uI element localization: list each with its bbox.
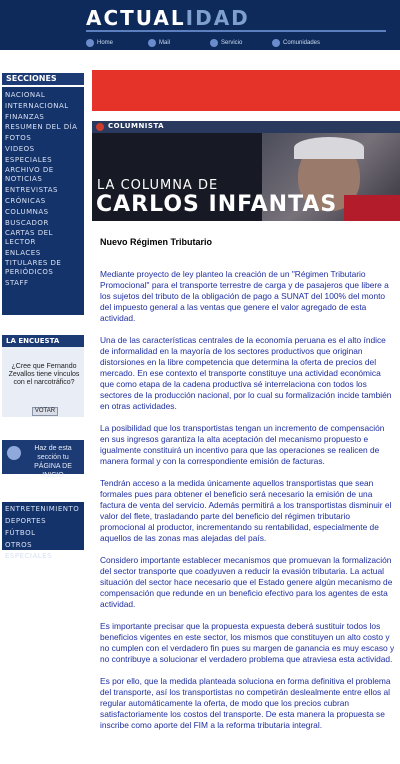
sections-menu [2, 87, 84, 315]
article-paragraph: La posibilidad que los transportistas tengan un incremento de compensación en sus ingresos garantiza la alta aceptación del mecanismo propuesto e igualmente constituirá un incentivo para que las operaciones se realicen de manera formal y con la correspondiente emisión de facturas. [100, 423, 385, 466]
columnist-banner [92, 121, 400, 221]
sidebar-item-otros-especiales[interactable]: OTROS ESPECIALES [5, 541, 53, 560]
article-paragraph: Tendrán acceso a la medida únicamente aquellos transportistas que sean formales pues para obtener el beneficio será necesario la emisión de una factura de venta del servicio. Además permitirá a los transportistas disminuir el valor del flete, trasladando parte del beneficio del régimen tributario promocional al productor, incrementando su rentabilidad, especialmente de aquellos de las zonas mas alejadas del país. [100, 478, 392, 543]
nav-service[interactable]: Servicio [210, 37, 272, 49]
article-paragraph: Es importante precisar que la propuesta expuesta deberá sustituir todos los beneficios vigentes en este sector, los mismos que constituyen un alto costo y no cumplen con el verdadero fin pues su margen de ganancia es muy escaso y no contribuye a solucionar el verdadero problema que atraviesa esta actividad. [100, 621, 395, 664]
site-header [0, 0, 400, 50]
columnist-bar [92, 121, 400, 133]
sidebar-item-nacional[interactable]: NACIONAL [5, 91, 46, 99]
home-icon [86, 39, 94, 47]
sidebar [0, 50, 86, 764]
service-icon [210, 39, 218, 47]
article-paragraph: Mediante proyecto de ley planteo la creación de un "Régimen Tributario Promocional" para el transporte terrestre de carga y de pasajeros que libere a los sujetos del tributo de la obligación de pago a SUNAT del 100% del monto del impuesto general a las ventas que genere el valor agregado de esta actividad. [100, 269, 389, 323]
sidebar-item-entrevistas[interactable]: ENTREVISTAS [5, 186, 58, 194]
ad-banner[interactable] [92, 70, 400, 111]
poll-question: ¿Cree que Fernando Zevallos tiene vínculos con el narcotráfico? [8, 363, 80, 386]
sidebar-item-entretenimiento[interactable]: ENTRETENIMIENTO [5, 505, 80, 513]
columnist-hair [294, 137, 364, 159]
sidebar-item-cartas[interactable]: CARTAS DEL LECTOR [5, 229, 53, 246]
sidebar-item-archivo[interactable]: ARCHIVO DE NOTICIAS [5, 166, 54, 183]
community-icon [272, 39, 280, 47]
sidebar-item-fotos[interactable]: FOTOS [5, 134, 32, 142]
columnist-collar [344, 195, 400, 221]
columnist-label: COLUMNISTA [108, 122, 165, 130]
top-nav [86, 37, 400, 49]
article-paragraph: Considero importante establecer mecanismos que promuevan la formalización del sector transporte que coadyuven a reducir la evasión tributaria. La actual situación del sector hace necesario que el Estado genere algún mecanismo de compensación que redunde en un beneficio efectivo para los agentes de esta actividad. [100, 555, 393, 609]
mail-icon [148, 39, 156, 47]
vote-button[interactable]: VOTAR [32, 407, 58, 416]
columnist-icon [96, 123, 104, 131]
nav-mail[interactable]: Mail [148, 37, 210, 49]
site-logo[interactable]: ACTUALIDAD [86, 6, 250, 30]
sidebar-item-especiales[interactable]: ESPECIALES [5, 156, 53, 164]
nav-community[interactable]: Comunidades [272, 37, 334, 49]
article-title: Nuevo Régimen Tributario [100, 237, 213, 247]
sidebar-item-enlaces[interactable]: ENLACES [5, 249, 41, 257]
poll-box [2, 347, 84, 417]
sidebar-item-titulares[interactable]: TITULARES DE PERIÓDICOS [5, 259, 62, 276]
set-homepage-promo[interactable] [2, 440, 84, 479]
sidebar-item-videos[interactable]: VIDEOS [5, 145, 35, 153]
poll-heading: LA ENCUESTA [2, 335, 84, 347]
article [100, 237, 396, 742]
extra-menu [2, 502, 84, 560]
sidebar-item-columnas[interactable]: COLUMNAS [5, 208, 49, 216]
sidebar-item-staff[interactable]: STAFF [5, 279, 29, 287]
homepage-icon [7, 446, 21, 460]
sidebar-item-futbol[interactable]: FÚTBOL [5, 529, 36, 537]
sidebar-item-internacional[interactable]: INTERNACIONAL [5, 102, 69, 110]
nav-home[interactable]: Home [86, 37, 148, 49]
sidebar-item-buscador[interactable]: BUSCADOR [5, 219, 49, 227]
homepage-promo-text: Haz de esta sección tu PÁGINA DE INICIO [34, 445, 72, 479]
columnist-name: CARLOS INFANTAS [96, 192, 338, 217]
logo-underline [86, 30, 386, 32]
sidebar-item-deportes[interactable]: DEPORTES [5, 517, 47, 525]
sections-heading: SECCIONES [2, 73, 84, 85]
sidebar-item-cronicas[interactable]: CRÓNICAS [5, 197, 46, 205]
sidebar-item-finanzas[interactable]: FINANZAS [5, 113, 45, 121]
sidebar-item-resumen[interactable]: RESUMEN DEL DÍA [5, 123, 78, 131]
columnist-subtitle: LA COLUMNA DE [97, 178, 219, 193]
article-paragraph: Es por ello, que la medida planteada soluciona en forma definitiva el problema del transporte, así los transportistas no competirán deslealmente entre ellos al regular automáticamente la oferta, de modo que los precios cubran satisfactoriamente los costos del transporte. De esta manera la propuesta se inscribe como aporte del FIM a la reforma tributaria integral. [100, 676, 391, 730]
article-paragraph: Una de las características centrales de la economía peruana es el alto índice de informalidad en la mayoría de los sectores productivos que originan distorsiones en la libre competencia que determina la oferta de precios del mercado. En ese contexto el transporte constituye una actividad económica que como etapa de la cadena productiva sé interrelaciona con todos los sectores de la producción nacional, por lo cual su formalización incide también en otras actividades. [100, 335, 392, 411]
